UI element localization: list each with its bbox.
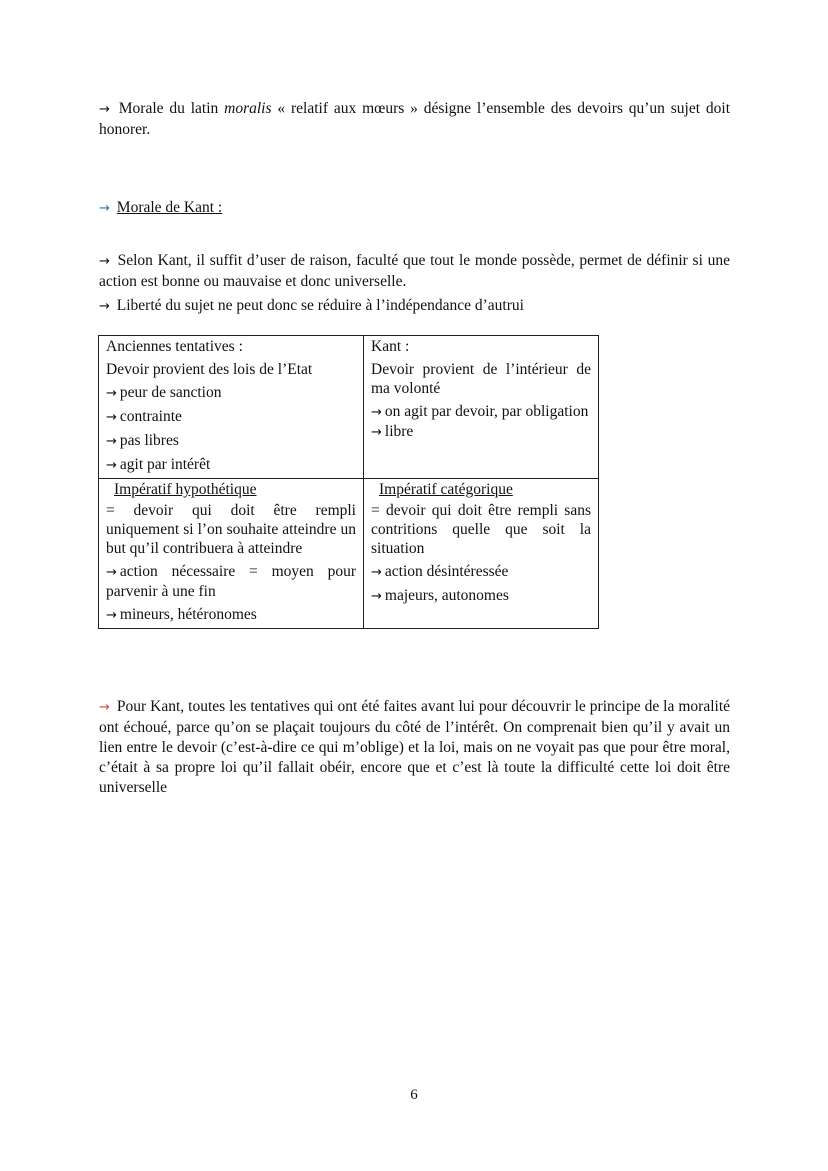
arrow-right-icon: →	[106, 608, 117, 623]
list-item	[106, 455, 356, 475]
cell-header: Impératif hypothétique	[114, 481, 257, 498]
arrow-right-icon: →	[99, 102, 110, 117]
comparison-table	[98, 335, 599, 629]
cell-lead: = devoir qui doit être rempli sans contritions quelle que soit la situation	[371, 502, 591, 557]
point-text: Liberté du sujet ne peut donc se réduire à l’indépendance d’autrui	[116, 297, 524, 314]
conclusion-text: Pour Kant, toutes les tentatives qui ont été faites avant lui pour découvrir le principe de la moralité ont échoué, parce qu’on se plaçait toujours du côté de l’intérêt. On comprenait bien qu’il y avait un lien entre le devoir (c’est-à-dire ce qui m’oblige) et la loi, mais on ne voyait pas que pour être moral, c’était à sa propre loi qu’il fallait obéir, encore que et c’est là toute la difficulté cette loi doit être universelle	[99, 698, 731, 796]
list-item-text: action désintéressée	[384, 563, 509, 580]
cell-anciennes-tentatives	[99, 336, 364, 479]
page-number: 6	[410, 1087, 418, 1103]
list-item-text: action nécessaire = moyen pour parvenir à une fin	[106, 563, 356, 600]
list-item	[106, 407, 356, 427]
intro-rest: « relatif aux mœurs » désigne l’ensemble des devoirs qu’un sujet doit honorer.	[99, 100, 731, 138]
list-item-text: mineurs, hétéronomes	[119, 606, 257, 623]
cell-header: Anciennes tentatives :	[106, 338, 243, 355]
arrow-right-icon: →	[106, 565, 117, 580]
intro-term: moralis	[224, 100, 272, 117]
point-2	[99, 296, 730, 317]
section-heading	[99, 198, 730, 219]
section-title: Morale de Kant :	[116, 199, 223, 216]
arrow-right-icon: →	[99, 254, 110, 269]
list-item-text: contrainte	[119, 408, 182, 425]
arrow-right-icon: →	[106, 410, 117, 425]
arrow-right-icon: →	[371, 589, 382, 604]
arrow-right-icon: →	[99, 299, 110, 314]
cell-imperatif-hypothetique	[99, 479, 364, 629]
intro-paragraph	[99, 99, 730, 140]
arrow-right-icon: →	[106, 386, 117, 401]
cell-header: Impératif catégorique	[379, 481, 513, 498]
conclusion-paragraph	[99, 697, 730, 798]
arrow-right-icon: →	[99, 700, 110, 715]
arrow-right-icon: →	[99, 201, 110, 216]
cell-lead: Devoir provient de l’intérieur de ma volonté	[371, 361, 591, 397]
cell-lead: Devoir provient des lois de l’Etat	[106, 361, 313, 378]
arrow-right-icon: →	[371, 405, 382, 420]
list-item	[106, 383, 356, 403]
list-item	[371, 562, 591, 582]
list-item-text: pas libres	[119, 432, 179, 449]
intro-prefix: Morale du latin	[118, 100, 219, 117]
point-1	[99, 251, 730, 292]
list-item-text: on agit par devoir, par obligation	[384, 403, 589, 420]
point-text: Selon Kant, il suffit d’user de raison, faculté que tout le monde possède, permet de définir si une action est bonne ou mauvaise et donc universelle.	[99, 252, 730, 290]
list-item-text: agit par intérêt	[119, 456, 211, 473]
cell-lead: = devoir qui doit être rempli uniquement si l’on souhaite atteindre un but qu’il contribuera à atteindre	[106, 502, 356, 557]
list-item	[106, 562, 356, 601]
arrow-right-icon: →	[106, 434, 117, 449]
list-item	[371, 586, 591, 606]
arrow-right-icon: →	[371, 425, 382, 440]
list-item-text: libre	[384, 423, 414, 440]
list-item-text: majeurs, autonomes	[384, 587, 509, 604]
list-item	[106, 431, 356, 451]
table-row	[99, 479, 599, 629]
list-item	[371, 402, 591, 422]
arrow-right-icon: →	[106, 458, 117, 473]
list-item	[106, 605, 356, 625]
list-item	[371, 422, 591, 442]
cell-header: Kant :	[371, 338, 410, 355]
cell-imperatif-categorique	[364, 479, 599, 629]
table-row	[99, 336, 599, 479]
cell-kant	[364, 336, 599, 479]
list-item-text: peur de sanction	[119, 384, 222, 401]
arrow-right-icon: →	[371, 565, 382, 580]
